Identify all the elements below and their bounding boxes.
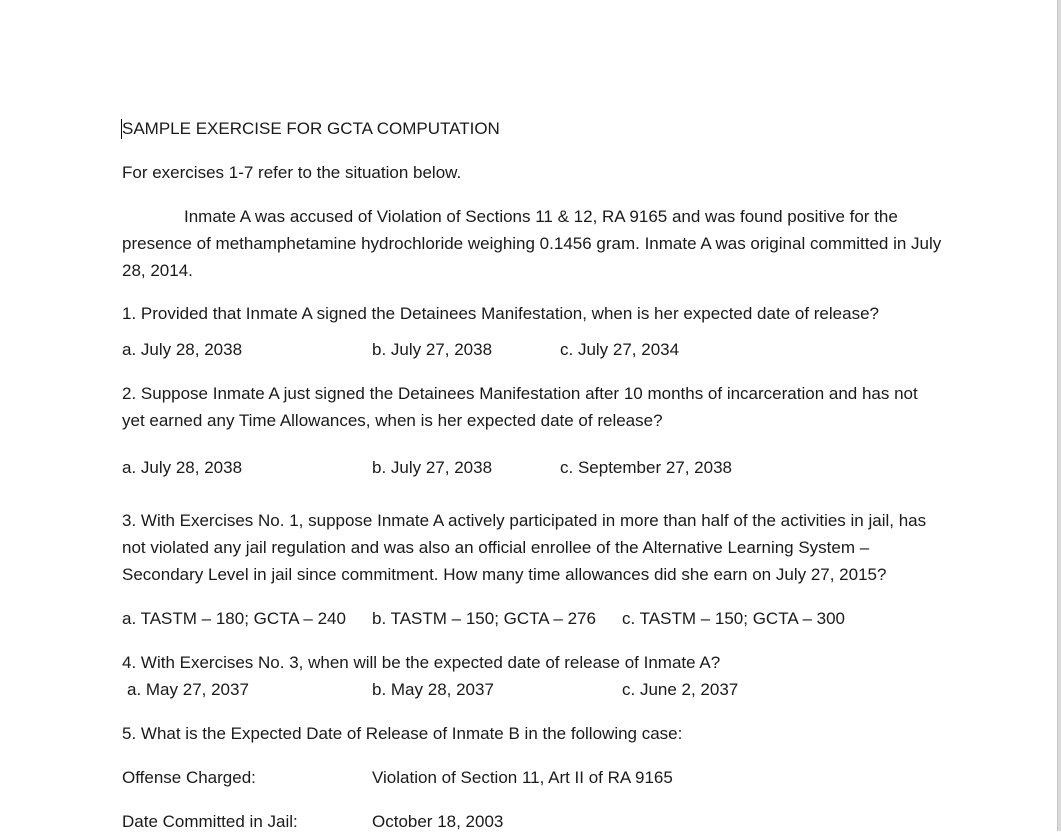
question-3-option-a: a. TASTM – 180; GCTA – 240	[122, 609, 346, 628]
question-1-option-c: c. July 27, 2034	[560, 340, 680, 359]
offense-charged-value: Violation of Section 11, Art II of RA 9165	[372, 768, 673, 787]
vertical-scrollbar[interactable]	[1057, 0, 1061, 831]
question-2-option-c: c. September 27, 2038	[560, 458, 733, 477]
date-committed-label: Date Committed in Jail:	[122, 812, 298, 831]
question-4-option-b: b. May 28, 2037	[372, 680, 494, 699]
question-3: 3. With Exercises No. 1, suppose Inmate A actively participated in more than half of the activities in jail, has not violated any jail regulation and was also an official enrollee of the Alternative Learning System – Secondary Level in jail since commitment. How many time allowances did she earn on July 27, 2015?	[122, 511, 927, 584]
question-1-option-b: b. July 27, 2038	[372, 340, 493, 359]
situation-paragraph: Inmate A was accused of Violation of Sections 11 & 12, RA 9165 and was found positive for the presence of methamphetamine hydrochloride weighing 0.1456 gram. Inmate A was original committed in July 28, 2014.	[122, 207, 942, 280]
question-1-option-a: a. July 28, 2038	[122, 340, 243, 359]
question-4-option-a: a. May 27, 2037	[127, 680, 249, 699]
question-4: 4. With Exercises No. 3, when will be the expected date of release of Inmate A?	[122, 653, 721, 672]
question-3-option-b: b. TASTM – 150; GCTA – 276	[372, 609, 596, 628]
question-1: 1. Provided that Inmate A signed the Detainees Manifestation, when is her expected date of release?	[122, 304, 879, 323]
question-5: 5. What is the Expected Date of Release of Inmate B in the following case:	[122, 724, 683, 743]
intro-paragraph: For exercises 1-7 refer to the situation below.	[122, 163, 462, 182]
question-4-option-c: c. June 2, 2037	[622, 680, 739, 699]
question-2-option-b: b. July 27, 2038	[372, 458, 493, 477]
question-3-option-c: c. TASTM – 150; GCTA – 300	[622, 609, 845, 628]
offense-charged-label: Offense Charged:	[122, 768, 256, 787]
question-2: 2. Suppose Inmate A just signed the Detainees Manifestation after 10 months of incarceration and has not yet earned any Time Allowances, when is her expected date of release?	[122, 384, 918, 430]
document-title: SAMPLE EXERCISE FOR GCTA COMPUTATION	[122, 119, 500, 138]
question-2-option-a: a. July 28, 2038	[122, 458, 243, 477]
date-committed-value: October 18, 2003	[372, 812, 504, 831]
